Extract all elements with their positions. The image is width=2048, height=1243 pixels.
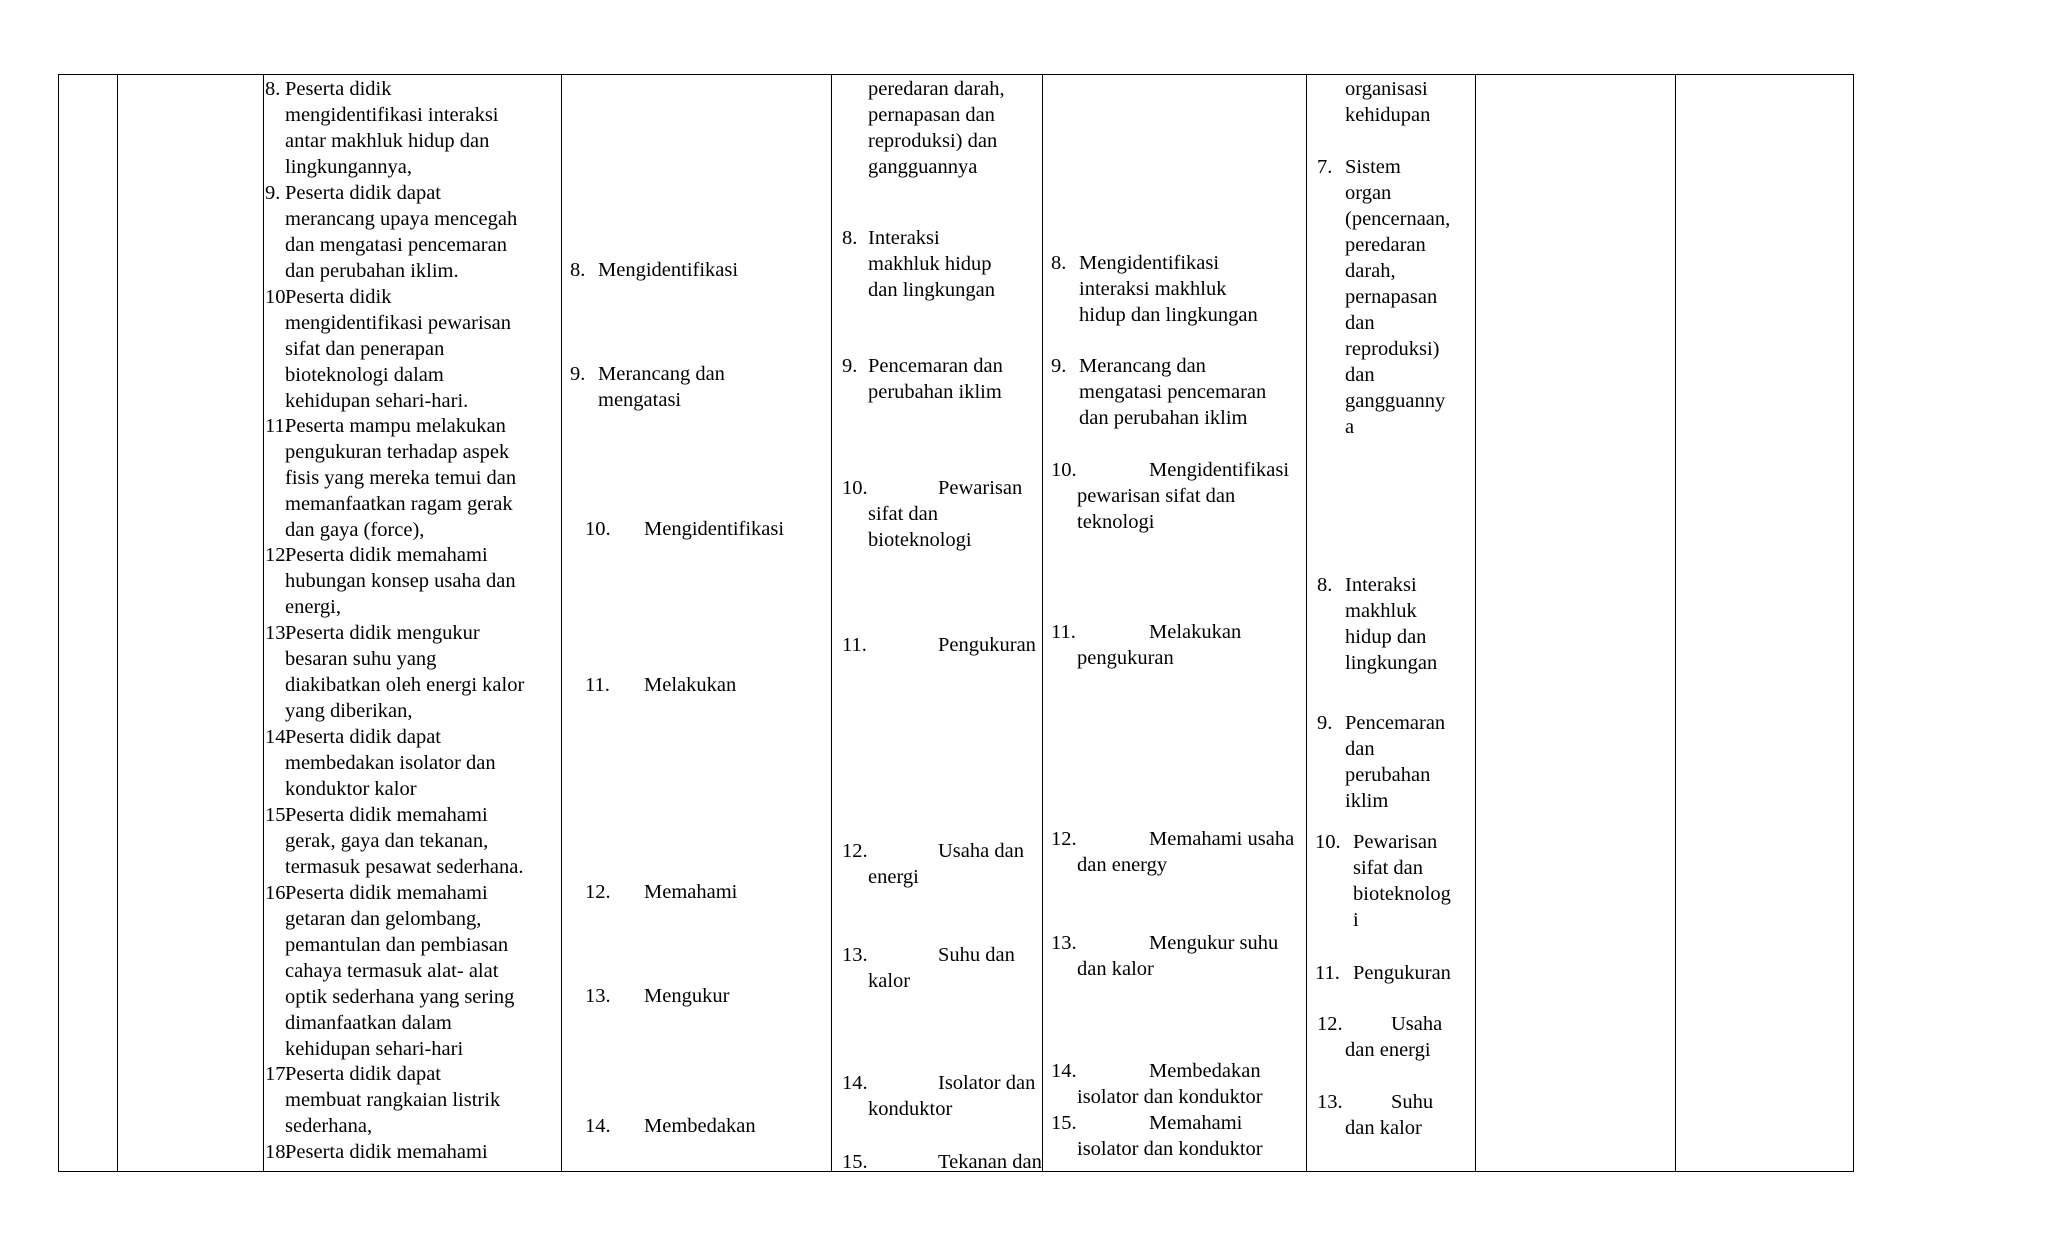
column-divider xyxy=(263,75,264,1171)
item-text-line: Peserta didik mengukur xyxy=(285,622,480,644)
item-text-line: Usaha dan xyxy=(938,840,1024,862)
column-divider xyxy=(117,75,118,1171)
item-number: 12. xyxy=(1051,828,1077,850)
item-number: 14. xyxy=(842,1072,868,1094)
item-text-line: fisis yang mereka temui dan xyxy=(285,467,517,489)
item-text-line: Mengidentifikasi xyxy=(598,259,739,281)
column-divider xyxy=(1306,75,1307,1171)
item-number: 10. xyxy=(842,477,868,499)
item-text-line: Membedakan xyxy=(1149,1060,1261,1082)
item-number: 13. xyxy=(1051,932,1077,954)
item-text-line: konduktor kalor xyxy=(285,778,417,800)
item-text-line: Pewarisan xyxy=(1353,831,1438,853)
item-text-line: dan mengatasi pencemaran xyxy=(285,234,507,256)
item-text-line: Melakukan xyxy=(1149,621,1242,643)
item-text-line: a xyxy=(1345,416,1355,438)
item-text-line: yang diberikan, xyxy=(285,700,413,722)
item-text-line: Membedakan xyxy=(644,1115,756,1137)
item-text-line: Mengukur suhu xyxy=(1149,932,1279,954)
item-text-line: Pencemaran dan xyxy=(868,355,1003,377)
item-text-line: reproduksi) xyxy=(1345,338,1440,360)
item-text-line: sederhana, xyxy=(285,1115,373,1137)
item-text-line: Peserta didik memahami xyxy=(285,1141,488,1163)
item-text-line: Peserta didik dapat xyxy=(285,182,441,204)
item-text-line: perubahan xyxy=(1345,764,1431,786)
column-divider xyxy=(1475,75,1476,1171)
item-text-line: Mengidentifikasi xyxy=(1079,252,1220,274)
item-text-line: dan xyxy=(1345,738,1375,760)
item-text-line: darah, xyxy=(1345,260,1396,282)
item-text-line: Sistem xyxy=(1345,156,1401,178)
item-number: 14. xyxy=(265,726,291,748)
item-number: 8. xyxy=(842,227,858,249)
item-number: 9. xyxy=(842,355,858,377)
item-text-line: iklim xyxy=(1345,790,1389,812)
item-number: 11. xyxy=(585,674,610,696)
item-text-line: pernapasan dan xyxy=(868,104,995,126)
item-text-line: bioteknologi dalam xyxy=(285,364,444,386)
column-divider xyxy=(1042,75,1043,1171)
item-number: 12. xyxy=(842,840,868,862)
item-text-line: energi, xyxy=(285,596,341,618)
item-number: 18. xyxy=(265,1141,291,1163)
item-text-line: kehidupan sehari-hari. xyxy=(285,390,469,412)
item-text-line: cahaya termasuk alat- alat xyxy=(285,960,499,982)
item-text-line: reproduksi) dan xyxy=(868,130,998,152)
item-number: 9. xyxy=(570,363,586,385)
item-number: 8. xyxy=(1051,252,1067,274)
item-text-line: dan lingkungan xyxy=(868,279,995,301)
item-text-line: (pencernaan, xyxy=(1345,208,1451,230)
item-text-line: Pewarisan xyxy=(938,477,1023,499)
item-text-line: dan perubahan iklim xyxy=(1079,407,1248,429)
item-text-line: Mengidentifikasi xyxy=(1149,459,1290,481)
item-text-line: kalor xyxy=(868,970,911,992)
item-text-line: Peserta mampu melakukan xyxy=(285,415,506,437)
item-text-line: Memahami xyxy=(1149,1112,1243,1134)
item-text-line: interaksi makhluk xyxy=(1079,278,1227,300)
item-text-line: energi xyxy=(868,866,919,888)
item-text-line: gangguannya xyxy=(868,156,978,178)
item-text-line: termasuk pesawat sederhana. xyxy=(285,856,524,878)
item-number: 11. xyxy=(1315,962,1340,984)
item-number: 10. xyxy=(585,518,611,540)
item-text-line: Interaksi xyxy=(1345,574,1417,596)
item-text-line: Merancang dan xyxy=(598,363,725,385)
item-text-line: Pengukuran xyxy=(938,634,1036,656)
item-text-line: membuat rangkaian listrik xyxy=(285,1089,501,1111)
column-divider xyxy=(561,75,562,1171)
item-text-line: dan xyxy=(1345,312,1375,334)
item-text-line: Peserta didik dapat xyxy=(285,726,441,748)
item-number: 12. xyxy=(1317,1013,1343,1035)
item-text-line: hidup dan xyxy=(1345,626,1427,648)
item-text-line: lingkungan xyxy=(1345,652,1438,674)
item-text-line: isolator dan konduktor xyxy=(1077,1086,1263,1108)
item-text-line: pengukuran xyxy=(1077,647,1174,669)
item-text-line: Tekanan dan xyxy=(938,1151,1042,1173)
item-text-line: pemantulan dan pembiasan xyxy=(285,934,509,956)
item-text-line: antar makhluk hidup dan xyxy=(285,130,490,152)
item-text-line: dan perubahan iklim. xyxy=(285,260,459,282)
item-text-line: membedakan isolator dan xyxy=(285,752,496,774)
item-text-line: dan kalor xyxy=(1077,958,1154,980)
item-number: 12. xyxy=(585,881,611,903)
item-text-line: dan gaya (force), xyxy=(285,519,425,541)
item-number: 14. xyxy=(585,1115,611,1137)
item-text-line: mengidentifikasi interaksi xyxy=(285,104,499,126)
item-text-line: isolator dan konduktor xyxy=(1077,1138,1263,1160)
item-text-line: perubahan iklim xyxy=(868,381,1002,403)
item-text-line: Isolator dan xyxy=(938,1072,1036,1094)
item-text-line: dan energi xyxy=(1345,1039,1431,1061)
item-number: 17. xyxy=(265,1063,291,1085)
item-text-line: bioteknologi xyxy=(868,529,972,551)
item-number: 13. xyxy=(585,985,611,1007)
item-text-line: optik sederhana yang sering xyxy=(285,986,515,1008)
item-number: 15. xyxy=(842,1151,868,1173)
item-text-line: gangguanny xyxy=(1345,390,1446,412)
item-text-line: Pengukuran xyxy=(1353,962,1451,984)
item-text-line: kehidupan xyxy=(1345,104,1431,126)
item-text-line: pernapasan xyxy=(1345,286,1438,308)
item-text-line: dan kalor xyxy=(1345,1117,1422,1139)
item-text-line: hubungan konsep usaha dan xyxy=(285,570,516,592)
item-text-line: makhluk hidup xyxy=(868,253,992,275)
item-text-line: pewarisan sifat dan xyxy=(1077,485,1236,507)
item-number: 16. xyxy=(265,882,291,904)
item-text-line: diakibatkan oleh energi kalor xyxy=(285,674,525,696)
item-number: 11. xyxy=(265,415,290,437)
item-text-line: Memahami xyxy=(644,881,738,903)
item-text-line: Mengidentifikasi xyxy=(644,518,785,540)
item-number: 12. xyxy=(265,544,291,566)
item-text-line: peredaran darah, xyxy=(868,78,1005,100)
item-number: 7. xyxy=(1317,156,1333,178)
item-text-line: Peserta didik memahami xyxy=(285,544,488,566)
item-number: 9. xyxy=(1051,355,1067,377)
item-number: 11. xyxy=(842,634,867,656)
item-text-line: konduktor xyxy=(868,1098,953,1120)
item-number: 10. xyxy=(1315,831,1341,853)
item-text-line: teknologi xyxy=(1077,511,1155,533)
item-text-line: memanfaatkan ragam gerak xyxy=(285,493,513,515)
item-text-line: Suhu dan xyxy=(938,944,1015,966)
item-text-line: Peserta didik dapat xyxy=(285,1063,441,1085)
item-text-line: getaran dan gelombang, xyxy=(285,908,482,930)
item-number: 8. xyxy=(570,259,586,281)
item-text-line: Peserta didik memahami xyxy=(285,804,488,826)
item-number: 8. xyxy=(1317,574,1333,596)
item-text-line: Usaha xyxy=(1391,1013,1443,1035)
item-text-line: gerak, gaya dan tekanan, xyxy=(285,830,489,852)
item-text-line: lingkungannya, xyxy=(285,156,412,178)
item-number: 13. xyxy=(1317,1091,1343,1113)
item-number: 13. xyxy=(265,622,291,644)
item-number: 8. xyxy=(265,78,281,100)
item-text-line: peredaran xyxy=(1345,234,1426,256)
item-number: 9. xyxy=(265,182,281,204)
item-text-line: Peserta didik xyxy=(285,78,392,100)
item-text-line: organisasi xyxy=(1345,78,1428,100)
item-text-line: Suhu xyxy=(1391,1091,1434,1113)
item-text-line: hidup dan lingkungan xyxy=(1079,304,1258,326)
item-text-line: Interaksi xyxy=(868,227,940,249)
item-text-line: organ xyxy=(1345,182,1392,204)
item-text-line: pengukuran terhadap aspek xyxy=(285,441,510,463)
item-text-line: Merancang dan xyxy=(1079,355,1206,377)
item-text-line: mengidentifikasi pewarisan xyxy=(285,312,512,334)
item-text-line: Melakukan xyxy=(644,674,737,696)
item-number: 10. xyxy=(265,286,291,308)
item-text-line: Memahami usaha xyxy=(1149,828,1295,850)
item-text-line: mengatasi pencemaran xyxy=(1079,381,1267,403)
column-divider xyxy=(831,75,832,1171)
item-number: 9. xyxy=(1317,712,1333,734)
item-text-line: bioteknolog xyxy=(1353,883,1451,905)
item-text-line: Pencemaran xyxy=(1345,712,1446,734)
item-text-line: i xyxy=(1353,909,1359,931)
item-number: 14. xyxy=(1051,1060,1077,1082)
item-number: 13. xyxy=(842,944,868,966)
item-text-line: dimanfaatkan dalam xyxy=(285,1012,452,1034)
item-number: 15. xyxy=(1051,1112,1077,1134)
item-number: 10. xyxy=(1051,459,1077,481)
column-divider xyxy=(1675,75,1676,1171)
item-text-line: dan energy xyxy=(1077,854,1168,876)
item-text-line: Peserta didik xyxy=(285,286,392,308)
item-text-line: sifat dan penerapan xyxy=(285,338,445,360)
item-number: 15. xyxy=(265,804,291,826)
item-text-line: makhluk xyxy=(1345,600,1417,622)
item-text-line: dan xyxy=(1345,364,1375,386)
item-number: 11. xyxy=(1051,621,1076,643)
item-text-line: besaran suhu yang xyxy=(285,648,437,670)
item-text-line: mengatasi xyxy=(598,389,682,411)
item-text-line: merancang upaya mencegah xyxy=(285,208,518,230)
item-text-line: kehidupan sehari-hari xyxy=(285,1038,464,1060)
item-text-line: Peserta didik memahami xyxy=(285,882,488,904)
item-text-line: sifat dan xyxy=(868,503,939,525)
item-text-line: Mengukur xyxy=(644,985,730,1007)
item-text-line: sifat dan xyxy=(1353,857,1424,879)
